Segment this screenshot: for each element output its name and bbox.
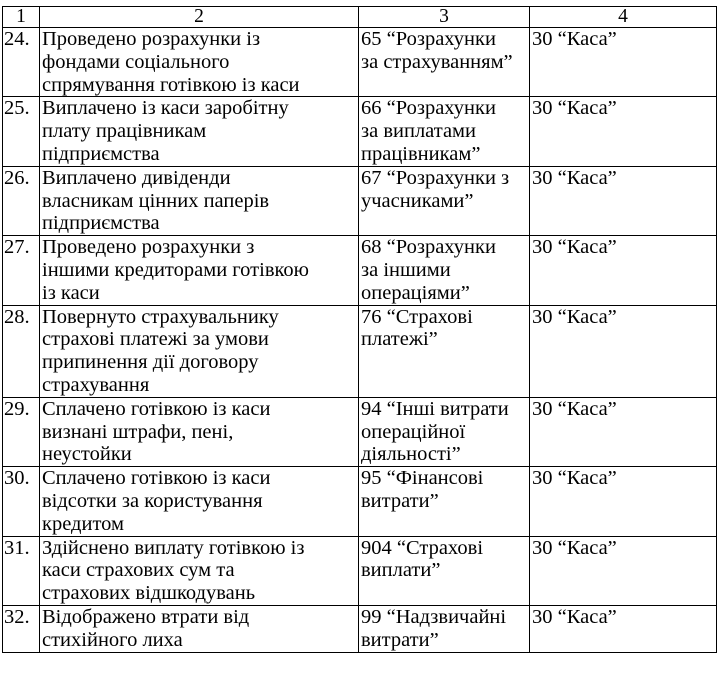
credit-account-cell bbox=[530, 397, 717, 466]
table-row bbox=[3, 605, 717, 652]
operation-description-line: із каси bbox=[42, 281, 100, 304]
debit-account-line: 66 “Розрахунки bbox=[361, 97, 496, 120]
credit-account-cell bbox=[530, 166, 717, 235]
operation-description-line: страхових відшкодувань bbox=[42, 582, 256, 605]
debit-account-line: платежі” bbox=[361, 328, 438, 351]
debit-account-cell bbox=[359, 397, 530, 466]
debit-account-line: за страхуванням” bbox=[361, 50, 513, 73]
operation-description-line: власникам цінних паперів bbox=[42, 189, 270, 212]
table-row bbox=[3, 397, 717, 466]
debit-account-line: виплати” bbox=[361, 559, 441, 582]
debit-account-line: 68 “Розрахунки bbox=[361, 236, 496, 259]
column-header-credit: 4 bbox=[530, 7, 717, 28]
debit-account-cell bbox=[359, 166, 530, 235]
row-number: 24. bbox=[3, 28, 40, 97]
column-header-debit: 3 bbox=[359, 7, 530, 28]
debit-account-cell bbox=[359, 97, 530, 166]
debit-account-line: операційної bbox=[361, 420, 466, 443]
table-row bbox=[3, 305, 717, 397]
debit-account-cell bbox=[359, 236, 530, 305]
credit-account-cell bbox=[530, 305, 717, 397]
operation-description-line: плату працівникам bbox=[42, 120, 207, 143]
operation-description-line: каси страхових сум та bbox=[42, 559, 235, 582]
debit-account-line: 95 “Фінансові bbox=[361, 467, 484, 490]
debit-account-line: учасниками” bbox=[361, 189, 474, 212]
operation-description-cell bbox=[40, 28, 359, 97]
debit-account-line: 65 “Розрахунки bbox=[361, 28, 496, 50]
operation-description-line: визнані штрафи, пені, bbox=[42, 420, 234, 443]
accounting-entries-table bbox=[2, 6, 717, 653]
credit-account-cell bbox=[530, 28, 717, 97]
operation-description-line: кредитом bbox=[42, 512, 124, 535]
operation-description-cell bbox=[40, 166, 359, 235]
operation-description-line: Повернуто страхувальнику bbox=[42, 305, 279, 328]
row-number: 32. bbox=[3, 605, 40, 652]
credit-account-line: 30 “Каса” bbox=[532, 28, 617, 50]
table-row bbox=[3, 536, 717, 605]
credit-account-cell bbox=[530, 236, 717, 305]
debit-account-cell bbox=[359, 605, 530, 652]
table-row bbox=[3, 236, 717, 305]
debit-account-line: 76 “Страхові bbox=[361, 305, 473, 328]
debit-account-line: 67 “Розрахунки з bbox=[361, 166, 510, 189]
operation-description-line: Проведено розрахунки із bbox=[42, 28, 261, 50]
debit-account-cell bbox=[359, 467, 530, 536]
row-number: 25. bbox=[3, 97, 40, 166]
table-header bbox=[3, 7, 717, 28]
row-number: 27. bbox=[3, 236, 40, 305]
operation-description-cell bbox=[40, 305, 359, 397]
row-number: 26. bbox=[3, 166, 40, 235]
header-row bbox=[3, 7, 717, 28]
table-row bbox=[3, 97, 717, 166]
credit-account-line: 30 “Каса” bbox=[532, 605, 617, 628]
row-number: 28. bbox=[3, 305, 40, 397]
debit-account-line: за іншими bbox=[361, 258, 451, 281]
operation-description-line: страхові платежі за умови bbox=[42, 328, 269, 351]
operation-description-cell bbox=[40, 536, 359, 605]
operation-description-line: Відображено втрати від bbox=[42, 605, 250, 628]
debit-account-line: за виплатами bbox=[361, 120, 476, 143]
operation-description-line: Виплачено дивіденди bbox=[42, 166, 231, 189]
debit-account-line: витрати” bbox=[361, 489, 439, 512]
column-header-number: 1 bbox=[3, 7, 40, 28]
credit-account-cell bbox=[530, 97, 717, 166]
row-number: 30. bbox=[3, 467, 40, 536]
operation-description-cell bbox=[40, 397, 359, 466]
debit-account-line: операціями” bbox=[361, 281, 470, 304]
debit-account-line: 904 “Страхові bbox=[361, 536, 484, 559]
operation-description-line: Сплачено готівкою із каси bbox=[42, 467, 271, 490]
operation-description-line: неустойки bbox=[42, 443, 132, 466]
debit-account-line: працівникам” bbox=[361, 142, 481, 165]
operation-description-line: фондами соціального bbox=[42, 50, 230, 73]
credit-account-cell bbox=[530, 605, 717, 652]
operation-description-line: страхування bbox=[42, 373, 150, 396]
credit-account-line: 30 “Каса” bbox=[532, 305, 617, 328]
operation-description-line: Сплачено готівкою із каси bbox=[42, 397, 271, 420]
table-row bbox=[3, 166, 717, 235]
debit-account-cell bbox=[359, 536, 530, 605]
credit-account-cell bbox=[530, 467, 717, 536]
row-number: 29. bbox=[3, 397, 40, 466]
row-number: 31. bbox=[3, 536, 40, 605]
operation-description-line: Здійснено виплату готівкою із bbox=[42, 536, 305, 559]
operation-description-cell bbox=[40, 97, 359, 166]
debit-account-line: витрати” bbox=[361, 628, 439, 651]
credit-account-line: 30 “Каса” bbox=[532, 97, 617, 120]
table-row bbox=[3, 467, 717, 536]
operation-description-line: припинення дії договору bbox=[42, 351, 259, 374]
credit-account-line: 30 “Каса” bbox=[532, 236, 617, 259]
debit-account-cell bbox=[359, 28, 530, 97]
credit-account-line: 30 “Каса” bbox=[532, 536, 617, 559]
operation-description-line: Проведено розрахунки з bbox=[42, 236, 255, 259]
operation-description-line: стихійного лиха bbox=[42, 628, 183, 651]
operation-description-line: Виплачено із каси заробітну bbox=[42, 97, 289, 120]
operation-description-line: іншими кредиторами готівкою bbox=[42, 258, 309, 281]
table-body bbox=[3, 28, 717, 653]
credit-account-line: 30 “Каса” bbox=[532, 166, 617, 189]
operation-description-cell bbox=[40, 467, 359, 536]
debit-account-line: діяльності” bbox=[361, 443, 461, 466]
operation-description-line: підприємства bbox=[42, 142, 160, 165]
credit-account-line: 30 “Каса” bbox=[532, 467, 617, 490]
credit-account-cell bbox=[530, 536, 717, 605]
operation-description-cell bbox=[40, 605, 359, 652]
credit-account-line: 30 “Каса” bbox=[532, 397, 617, 420]
operation-description-cell bbox=[40, 236, 359, 305]
debit-account-line: 99 “Надзвичайні bbox=[361, 605, 507, 628]
debit-account-cell bbox=[359, 305, 530, 397]
debit-account-line: 94 “Інші витрати bbox=[361, 397, 509, 420]
column-header-operation: 2 bbox=[40, 7, 359, 28]
table-row bbox=[3, 28, 717, 97]
operation-description-line: спрямування готівкою із каси bbox=[42, 73, 300, 96]
operation-description-line: підприємства bbox=[42, 212, 160, 235]
operation-description-line: відсотки за користування bbox=[42, 489, 263, 512]
